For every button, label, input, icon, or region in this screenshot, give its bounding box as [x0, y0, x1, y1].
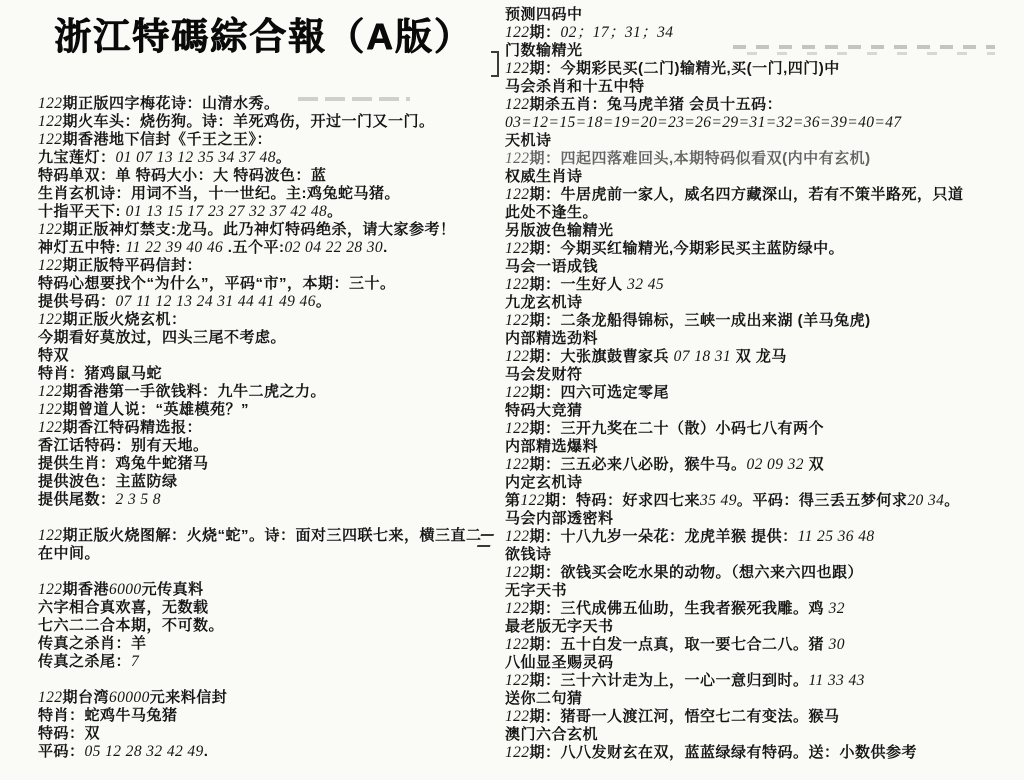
text-line: 122期杀五肖：兔马虎羊猪 会员十五码：	[505, 96, 783, 113]
text-line: 马会内部透密料	[505, 510, 614, 527]
text-line: 九宝莲灯：01 07 13 12 35 34 37 48。	[38, 149, 292, 166]
page-title: 浙江特碼綜合報（A版）	[54, 16, 473, 57]
text-line: 提供尾数：2 3 5 8	[38, 491, 161, 508]
text-line: 六字相合真欢喜，无数载	[38, 599, 209, 616]
text-line: 122期香港第一手欲钱料：九牛二虎之力。	[38, 383, 326, 400]
text-line: 特码心想要找个“为什么”，平码“市”，本期：三十。	[38, 275, 396, 292]
text-line: 122期：三开九奖在二十（散）小码七八有两个	[505, 420, 824, 437]
text-line: 122期：牛居虎前一家人，威名四方藏深山，若有不策半路死，只道	[505, 186, 964, 203]
text-line: 七六二二合本期，不可数。	[38, 617, 225, 634]
text-line: 八仙显圣赐灵码	[505, 654, 614, 671]
text-line: 内定玄机诗	[505, 474, 583, 491]
text-line: 特肖：猪鸡鼠马蛇	[38, 365, 163, 382]
text-line: 122期正版神灯禁支:龙马。此乃神灯特码绝杀，请大家参考！	[38, 221, 456, 238]
text-line: 122期台湾60000元来料信封	[38, 689, 228, 706]
text-line: 第122期：特码：好求四七来35 49。平码：得三丢五梦何求20 34。	[505, 492, 960, 509]
text-line: 在中间。	[38, 545, 101, 562]
blank-line	[38, 563, 500, 581]
text-line: 此处不逢生。	[505, 204, 599, 221]
text-line: 香江话特码：别有天地。	[38, 437, 209, 454]
text-line: 内部精选爆料	[505, 438, 599, 455]
text-line: 特码：双	[38, 725, 101, 742]
text-line: 122期：八八发财玄在双，蓝蓝绿绿有特码。送：小数供参考	[505, 744, 917, 761]
text-line: 特肖：蛇鸡牛马兔猪	[38, 707, 178, 724]
blank-line	[38, 671, 500, 689]
text-line: 122期：大张旗鼓曹家兵 07 18 31 双 龙马	[505, 348, 787, 365]
text-line: 122期火车头：烧伤狗。诗：羊死鸡伤，开过一门又一门。	[38, 113, 435, 130]
text-line: 122期香港地下信封《千王之王》：	[38, 131, 272, 148]
text-line: 马会杀肖和十五中特	[505, 78, 645, 95]
text-line: 马会发财符	[505, 366, 583, 383]
text-line: 122期香港6000元传真料	[38, 581, 204, 598]
text-line: 122期：猪哥一人渡江河，悟空七二有变法。猴马	[505, 708, 840, 725]
text-line: 特双	[38, 347, 70, 364]
text-line: 无字天书	[505, 582, 568, 599]
left-column	[38, 95, 500, 761]
text-line: 马会一语成钱	[505, 258, 599, 275]
text-line: 内部精选劲料	[505, 330, 599, 347]
text-line: 送你二句猜	[505, 690, 583, 707]
text-line: 122期：五十白发一点真，取一要七合二八。猪 30	[505, 636, 845, 653]
text-line: 122期正版火烧图解：火烧“蛇”。诗：面对三四联七来，横三直二	[38, 527, 482, 544]
text-line: 另版波色输精光	[505, 222, 614, 239]
text-line: 122期：二条龙船得锦标，三峡一成出来湖 (羊马兔虎)	[505, 312, 871, 329]
text-line: 特码单双：单 特码大小：大 特码波色：蓝	[38, 167, 327, 184]
text-line: 122期：三代成佛五仙助，生我者猴死我雕。鸡 32	[505, 600, 845, 617]
text-line: 122期：三十六计走为上，一心一意归到时。11 33 43	[505, 672, 865, 689]
text-line: 平码：05 12 28 32 42 49.	[38, 743, 209, 760]
text-line: 预测四码中	[505, 6, 583, 23]
text-line: 122期：十八九岁一朵花：龙虎羊猴 提供：11 25 36 48	[505, 528, 875, 545]
text-line: 最老版无字天书	[505, 618, 614, 635]
text-line: 门数输精光	[505, 42, 583, 59]
text-line: 122期：02；17；31；34	[505, 24, 674, 41]
text-line: 122期：三五必来八必盼，猴牛马。02 09 32 双	[505, 456, 825, 473]
text-line: 122期曾道人说：“英雄模苑？”	[38, 401, 249, 418]
text-line: 权威生肖诗	[505, 168, 583, 185]
text-line: 122期：今期彩民买(二门)输精光,买(一门,四门)中	[505, 60, 840, 77]
text-line: 生肖玄机诗：用词不当，十一世纪。主:鸡兔蛇马猪。	[38, 185, 400, 202]
text-line: 122期：今期买红输精光,今期彩民买主蓝防绿中。	[505, 240, 845, 257]
text-line: 03=12=15=18=19=20=23=26=29=31=32=36=39=40=47	[505, 114, 902, 131]
text-line: 122期正版特平码信封：	[38, 257, 202, 274]
text-line: 欲钱诗	[505, 546, 552, 563]
text-line: 神灯五中特: 11 22 39 40 46 .五个平:02 04 22 28 30.	[38, 239, 388, 256]
text-line: 天机诗	[505, 132, 552, 149]
text-line: 122期正版火烧玄机：	[38, 311, 187, 328]
text-line: 122期：四起四落难回头,本期特码似看双(内中有玄机)	[505, 150, 871, 167]
text-line: 传真之杀肖：羊	[38, 635, 147, 652]
text-line: 特码大竞猜	[505, 402, 583, 419]
text-line: 122期香江特码精选报：	[38, 419, 202, 436]
text-line: 十指平天下: 01 13 15 17 23 27 32 37 42 48。	[38, 203, 343, 220]
text-line: 122期正版四字梅花诗：山清水秀。	[38, 95, 280, 112]
text-line: 九龙玄机诗	[505, 294, 583, 311]
text-line: 澳门六合玄机	[505, 726, 599, 743]
text-line: 今期看好莫放过，四头三尾不考虑。	[38, 329, 287, 346]
text-line: 提供号码：07 11 12 13 24 31 44 41 49 46。	[38, 293, 332, 310]
text-line: 122期：四六可选定零尾	[505, 384, 669, 401]
text-line: 提供生肖：鸡兔牛蛇猪马	[38, 455, 209, 472]
text-line: 122期：一生好人 32 45	[505, 276, 664, 293]
blank-line	[38, 509, 500, 527]
right-column	[505, 6, 1024, 762]
text-line: 122期：欲钱买会吃水果的动物。（想六来六四也跟）	[505, 564, 863, 581]
text-line: 传真之杀尾：7	[38, 653, 140, 670]
print-artifact	[491, 51, 499, 77]
text-line: 提供波色：主蓝防绿	[38, 473, 178, 490]
